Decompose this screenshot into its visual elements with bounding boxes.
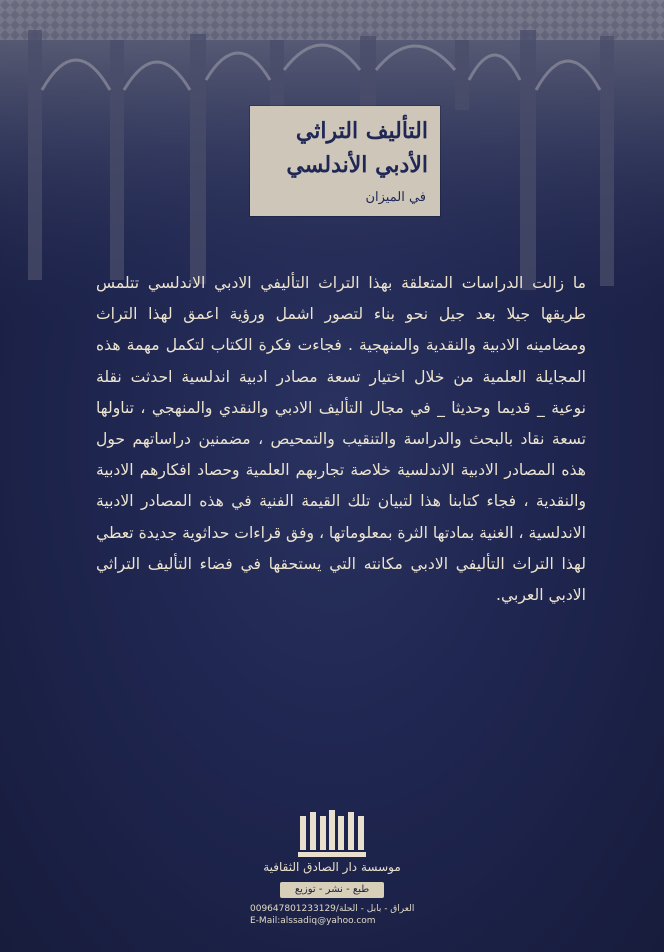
book-title-line-2: الأدبي الأندلسي	[286, 152, 428, 178]
blurb-paragraph: ما زالت الدراسات المتعلقة بهذا التراث التأليفي الادبي الاندلسي تتلمس طريقها جيلا بعد جيل نحو بناء لتصور اشمل ورؤية اعمق لهذا التراث ومضامينه الادبية والنقدية والمنهجية . فجاءت فكرة الكتاب لتكمل مهمة هذه المجايلة العلمية من خلال اختيار تسعة مصادر ادبية اندلسية احدثت نقلة نوعية _ قديما وحديثا _ في مجال التأليف الادبي والنقدي والمنهجي ، تناولها تسعة نقاد بالبحث والدراسة والتنقيب والتمحيص ، مضمنين دراساتهم حول هذه المصادر الادبية الاندلسية خلاصة تجاربهم العلمية وحصاد افكارهم الادبية والنقدية ، فجاء كتابنا هذا لتبيان تلك القيمة الفنية في هذه المصادر الادبية الاندلسية ، الغنية بمادتها الثرة بمعلوماتها ، وفق قراءات حداثوية جديدة تعطي لهذا التراث التأليفي الادبي مكانته التي يستحقها في فضاء التأليف التراثي الادبي العربي.	[96, 274, 586, 605]
publisher-logo-icon	[296, 810, 368, 866]
book-subtitle: في الميزان	[365, 190, 426, 205]
publisher-tagline: طبع - نشر - توزيع	[280, 882, 384, 898]
title-panel	[250, 106, 440, 216]
publisher-name: موسسة دار الصادق الثقافية	[263, 860, 401, 874]
publisher-email: E-Mail:alssadiq@yahoo.com	[250, 916, 376, 926]
book-title-line-1: التأليف التراثي	[295, 118, 428, 144]
publisher-contact	[250, 903, 414, 927]
publisher-address: العراق - بابل - الحلة/009647801233129	[250, 904, 415, 914]
